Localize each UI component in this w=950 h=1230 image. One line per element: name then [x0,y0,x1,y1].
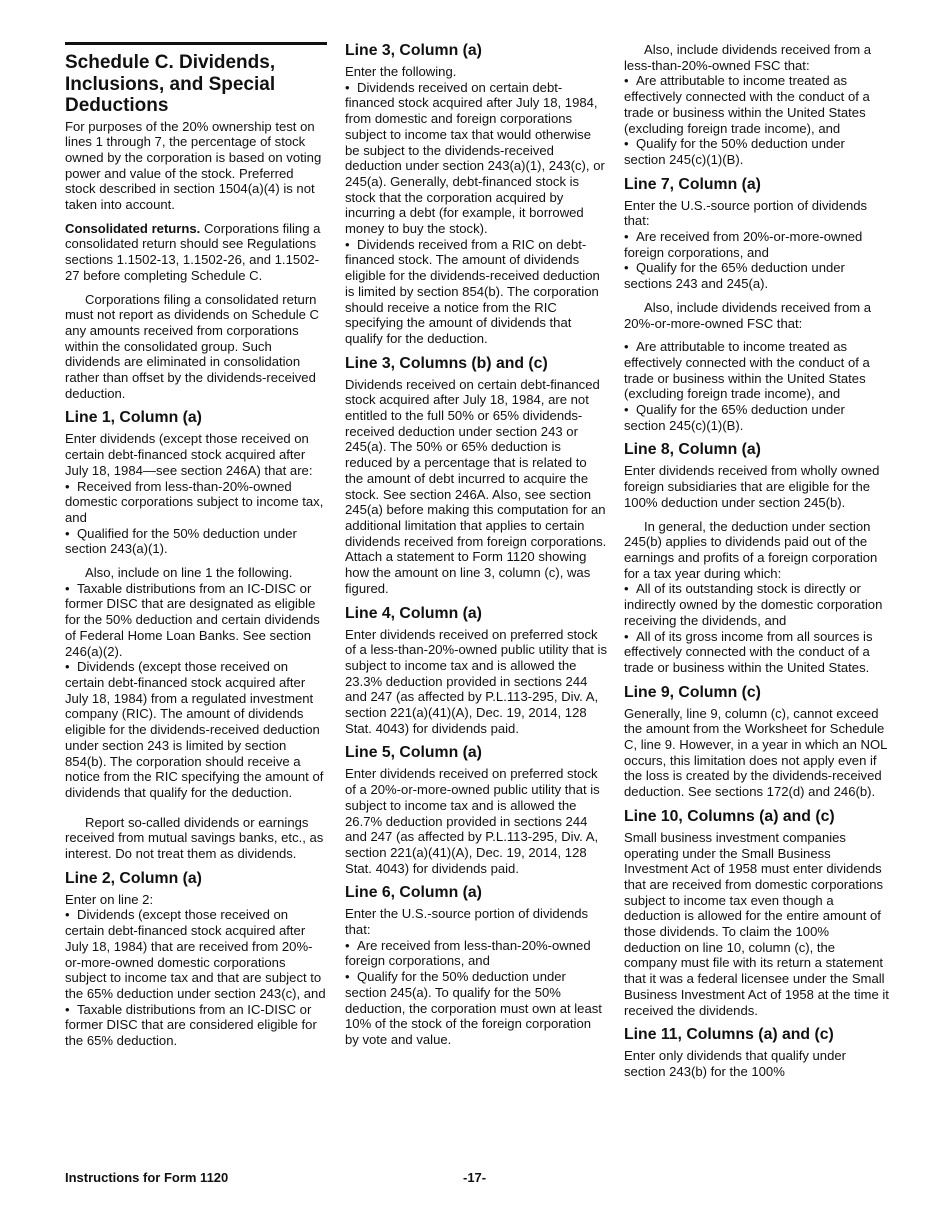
bullet-icon: • [624,260,629,276]
bullet-icon: • [345,937,350,953]
list-item: • Dividends received from a RIC on debt-financed stock. The amount of dividends eligible for the dividends-received deduction is limited by section 854(b). The corporation should receive a notice from the RIC specifying the amount of dividends that qualify for the deduction. [345,236,600,346]
bullet-icon: • [345,79,350,95]
bullet-icon: • [65,478,70,494]
list-item: • Received from less-than-20%-owned domestic corporations subject to income tax, and [65,478,324,525]
bullet-icon: • [345,969,350,985]
heading-line-2: Line 2, Column (a) [65,869,202,887]
heading-line-1: Line 1, Column (a) [65,409,202,427]
bullet-icon: • [65,907,70,923]
column-2 [345,42,607,1048]
list-item: • All of its gross income from all sources is effectively connected with the conduct of a trade or business within the United States. [624,628,873,675]
list-item: • Qualify for the 65% deduction under sections 243 and 245(a). [624,260,845,292]
also-fsc-1: Also, include dividends received from a less-than-20%-owned FSC that: [624,42,872,73]
column-3 [624,42,889,1088]
bullet-icon: • [65,580,70,596]
bullet-icon: • [65,1001,70,1017]
also-fsc-2: Also, include dividends received from a 20%-or-more-owned FSC that: [624,299,872,331]
line2-intro: Enter on line 2: [65,891,154,907]
consolidated-paragraph-2: Corporations filing a consolidated return must not report as dividends on Schedule C any amounts received from corporations within the consolidated group. Such dividends are eliminated in consolidation rather than offset by the dividends-received deduction. [65,291,320,401]
bullet-icon: • [624,402,629,418]
heading-line-3bc: Line 3, Columns (b) and (c) [345,354,548,372]
heading-line-3a: Line 3, Column (a) [345,42,482,59]
line1-report: Report so-called dividends or earnings received from mutual savings banks, etc., as interest. Do not treat them as dividends. [65,814,324,862]
line1-also: Also, include on line 1 the following. [85,565,293,581]
list-item: • Dividends received on certain debt-financed stock acquired after July 18, 1984, from domestic and foreign corporations subject to income tax that would otherwise be subject to the dividends-received deduction under section 243(a)(1), 243(c), or 245(a). Generally, debt-financed stock is stock that the corporation acquired by incurring a debt (for example, it borrowed money to buy the stock). [345,79,605,237]
line8-text: Enter dividends received from wholly owned foreign subsidiaries that are eligible for the 100% deduction under section 245(b). [624,463,880,510]
footer-form-name: Instructions for Form 1120 [65,1170,229,1185]
bullet-icon: • [624,73,629,89]
list-item: • Qualify for the 50% deduction under section 245(c)(1)(B). [624,136,845,167]
list-item: • Are received from 20%-or-more-owned foreign corporations, and [624,229,863,260]
heading-line-10: Line 10, Columns (a) and (c) [624,807,835,825]
list-item: • Are received from less-than-20%-owned foreign corporations, and [345,937,591,969]
bullet-icon: • [624,229,629,245]
list-item: • Dividends (except those received on certain debt-financed stock acquired after July 18, 1984) from a regulated investment company (RIC). The amount of dividends eligible for the dividends-received deduction under section 243 is limited by section 854(b). The corporation should receive a notice from the RIC specifying the amount of dividends that qualify for the deduction. [65,659,324,800]
footer-page-number: -17- [463,1170,487,1185]
consolidated-text: Corporations filing a consolidated return should see Regulations sections 1.1502-13, 1.1502-26, and 1.1502-27 before completing Schedule C. [65,220,321,283]
heading-line-11: Line 11, Columns (a) and (c) [624,1026,834,1044]
line9-text: Generally, line 9, column (c), cannot exceed the amount from the Worksheet for Schedule C, line 9. However, in a year in which an NOL occurs, this limitation does not apply even if the loss is created by the dividends-received deduction. See sections 172(d) and 246(b). [624,705,887,800]
bullet-icon: • [624,581,629,597]
line5-text: Enter dividends received on preferred stock of a 20%-or-more-owned public utility that is subject to income tax and is allowed the 26.7% deduction provided in sections 244 and 247 (as affected by P.L.113-295, Div. A, section 221(a)(41)(A), Dec. 19, 2014, 128 Stat. 4043) for dividends paid. [345,766,600,876]
line11-text: Enter only dividends that qualify under section 243(b) for the 100% [624,1048,847,1079]
line1-intro: Enter dividends (except those received on certain debt-financed stock acquired after July 18, 1984—see section 246A) that are: [65,431,313,478]
line3bc-text: Dividends received on certain debt-financed stock acquired after July 18, 1984, are not entitled to the full 50% or 65% dividends-received deduction under section 243 or 245(a). The 50% or 65% deduction is reduced by a percentage that is related to the amount of debt incurred to acquire the stock. See section 246A. Also, see section 245(a) before making this computation for an additional limitation that applies to certain dividends received from foreign corporations. Attach a statement to Form 1120 showing how the amount on line 3, column (c), was figured. [345,376,607,596]
list-item: • Qualified for the 50% deduction under section 243(a)(1). [65,525,297,557]
bullet-icon: • [65,659,70,675]
line4-text: Enter dividends received on preferred stock of a less-than-20%-owned public utility that is subject to income tax and is allowed the 23.3% deduction provided in sections 244 and 247 (as affected by P.L.113-295, Div. A, section 221(a)(41)(A), Dec. 19, 2014, 128 Stat. 4043) for dividends paid. [345,626,608,736]
list-item: • Taxable distributions from an IC-DISC or former DISC that are considered eligible for the 65% deduction. [65,1001,317,1049]
list-item: • Taxable distributions from an IC-DISC or former DISC that are designated as eligible for the 50% deduction and certain dividends of Federal Home Loan Banks. See section 246(a)(2). [65,580,320,659]
consolidated-paragraph [65,221,327,284]
section-rule [65,42,327,45]
list-item: • Are attributable to income treated as effectively connected with the conduct of a trade or business within the United States (excluding foreign trade income), and [624,73,870,136]
line8-general: In general, the deduction under section 245(b) applies to dividends paid out of the earnings and profits of a foreign corporation for a tax year during which: [624,518,878,581]
bullet-icon: • [345,236,350,252]
bullet-icon: • [65,525,70,541]
line3a-intro: Enter the following. [345,64,457,79]
column-1 [65,42,327,1049]
heading-line-5: Line 5, Column (a) [345,744,482,762]
bullet-icon: • [624,339,629,355]
section-title: Schedule C. Dividends, Inclusions, and Special Deductions [65,52,276,116]
bullet-icon: • [624,136,629,152]
heading-line-7: Line 7, Column (a) [624,175,761,193]
list-item: • All of its outstanding stock is directly or indirectly owned by the domestic corporation receiving the dividends, and [624,581,883,628]
heading-line-9: Line 9, Column (c) [624,683,761,701]
line10-text: Small business investment companies operating under the Small Business Investment Act of 1958 must enter dividends that are received from domestic corporations subject to income tax even though a deduction is allowed for the entire amount of those dividends. To claim the 100% deduction on line 10, column (c), the company must file with its return a statement that it was a federal licensee under the Small Business Investment Act of 1958 at the time it received the dividends. [624,829,889,1018]
bullet-icon: • [624,628,629,644]
list-item: • Qualify for the 65% deduction under section 245(c)(1)(B). [624,402,845,433]
list-item: • Dividends (except those received on certain debt-financed stock acquired after July 18, 1984) that are received from 20%-or-more-owned domestic corporations subject to income tax and that are subject to the 65% deduction under section 243(c), and [65,907,326,1001]
list-item: • Qualify for the 50% deduction under section 245(a). To qualify for the 50% deduction, the corporation must own at least 10% of the stock of the foreign corporation by vote and value. [345,969,602,1047]
consolidated-label: Consolidated returns. [65,220,201,236]
intro-paragraph: For purposes of the 20% ownership test on lines 1 through 7, the percentage of stock owned by the corporation is based on voting power and value of the stock. Preferred stock described in section 1504(a)(4) is not taken into account. [65,118,322,213]
list-item: • Are attributable to income treated as effectively connected with the conduct of a trade or business within the United States (excluding foreign trade income), and [624,339,870,402]
heading-line-6: Line 6, Column (a) [345,884,482,902]
line6-intro: Enter the U.S.-source portion of dividends that: [345,906,589,938]
heading-line-8: Line 8, Column (a) [624,441,761,459]
heading-line-4: Line 4, Column (a) [345,604,482,622]
line7-intro: Enter the U.S.-source portion of dividends that: [624,197,868,229]
